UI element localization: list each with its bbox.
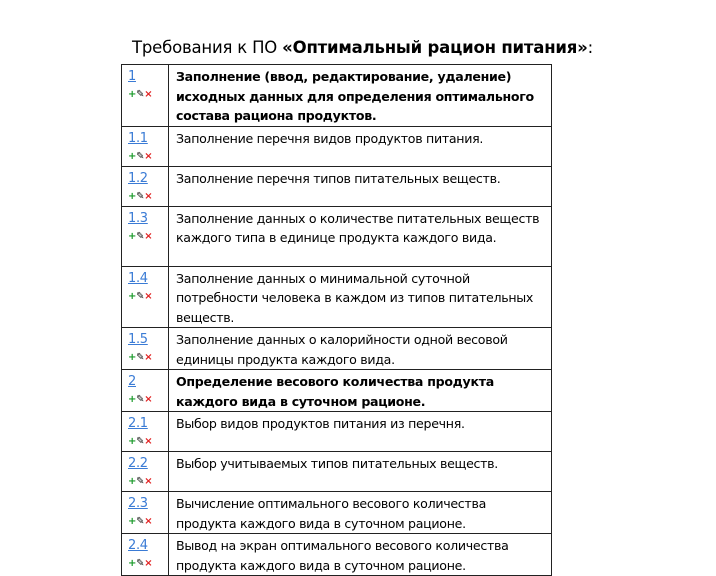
add-icon[interactable]: + bbox=[128, 230, 137, 242]
add-icon[interactable]: + bbox=[128, 190, 137, 202]
requirement-number-cell bbox=[122, 328, 169, 370]
edit-icon[interactable]: ✎ bbox=[136, 190, 145, 202]
requirement-number-link[interactable]: 1.4 bbox=[128, 270, 148, 286]
requirement-text: Выбор видов продуктов питания из перечня. bbox=[169, 412, 552, 452]
row-actions bbox=[128, 228, 162, 246]
requirement-text: Заполнение перечня типов питательных веществ. bbox=[169, 166, 552, 206]
title-prefix: Требования к ПО bbox=[132, 38, 283, 57]
requirement-number-link[interactable]: 1.3 bbox=[128, 210, 148, 226]
row-actions bbox=[128, 349, 162, 367]
row-actions bbox=[128, 473, 162, 491]
delete-icon[interactable]: × bbox=[144, 190, 153, 202]
delete-icon[interactable]: × bbox=[144, 230, 153, 242]
requirement-number-link[interactable]: 2 bbox=[128, 374, 136, 389]
requirement-row bbox=[122, 328, 552, 370]
row-actions bbox=[128, 288, 162, 306]
requirement-number-cell bbox=[122, 412, 169, 452]
requirement-number-cell bbox=[122, 266, 169, 328]
requirement-text: Заполнение перечня видов продуктов питания. bbox=[169, 126, 552, 166]
requirement-number-cell bbox=[122, 534, 169, 576]
row-actions bbox=[128, 391, 162, 409]
requirement-row bbox=[122, 412, 552, 452]
edit-icon[interactable]: ✎ bbox=[136, 230, 145, 242]
requirement-text: Вычисление оптимального весового количества продукта каждого вида в суточном рационе. bbox=[169, 492, 552, 534]
title-name: «Оптимальный рацион питания» bbox=[282, 38, 588, 57]
requirement-number-link[interactable]: 1.2 bbox=[128, 170, 148, 186]
add-icon[interactable]: + bbox=[128, 516, 137, 527]
requirement-row bbox=[122, 370, 552, 412]
edit-icon[interactable]: ✎ bbox=[136, 436, 145, 447]
add-icon[interactable]: + bbox=[128, 476, 137, 487]
requirement-row bbox=[122, 452, 552, 492]
requirement-number-link[interactable]: 2.3 bbox=[128, 496, 148, 511]
requirements-table bbox=[121, 64, 552, 576]
add-icon[interactable]: + bbox=[128, 89, 137, 100]
delete-icon[interactable]: × bbox=[144, 352, 153, 363]
edit-icon[interactable]: ✎ bbox=[136, 558, 145, 569]
delete-icon[interactable]: × bbox=[144, 290, 153, 302]
requirement-row bbox=[122, 206, 552, 266]
add-icon[interactable]: + bbox=[128, 558, 137, 569]
requirement-text: Определение весового количества продукта каждого вида в суточном рационе. bbox=[169, 370, 552, 412]
requirement-number-link[interactable]: 2.2 bbox=[128, 456, 148, 471]
add-icon[interactable]: + bbox=[128, 150, 137, 162]
requirement-row bbox=[122, 534, 552, 576]
add-icon[interactable]: + bbox=[128, 352, 137, 363]
requirement-text: Выбор учитываемых типов питательных веществ. bbox=[169, 452, 552, 492]
requirement-number-link[interactable]: 1.1 bbox=[128, 130, 148, 146]
requirement-number-link[interactable]: 2.1 bbox=[128, 416, 148, 431]
delete-icon[interactable]: × bbox=[144, 516, 153, 527]
requirement-number-link[interactable]: 2.4 bbox=[128, 538, 148, 553]
add-icon[interactable]: + bbox=[128, 394, 137, 405]
requirement-number-cell bbox=[122, 206, 169, 266]
row-actions bbox=[128, 188, 162, 206]
requirement-number-cell bbox=[122, 492, 169, 534]
edit-icon[interactable]: ✎ bbox=[136, 516, 145, 527]
edit-icon[interactable]: ✎ bbox=[136, 150, 145, 162]
requirement-text: Заполнение данных о количестве питательных веществ каждого типа в единице продукта каждого вида. bbox=[169, 206, 552, 266]
requirement-text: Заполнение (ввод, редактирование, удаление) исходных данных для определения оптимального состава рациона продуктов. bbox=[169, 65, 552, 127]
requirement-row bbox=[122, 126, 552, 166]
requirement-number-link[interactable]: 1.5 bbox=[128, 332, 148, 347]
edit-icon[interactable]: ✎ bbox=[136, 394, 145, 405]
document-title bbox=[132, 38, 593, 57]
requirement-text: Заполнение данных о минимальной суточной потребности человека в каждом из типов питательных веществ. bbox=[169, 266, 552, 328]
delete-icon[interactable]: × bbox=[144, 150, 153, 162]
delete-icon[interactable]: × bbox=[144, 89, 153, 100]
requirement-row bbox=[122, 266, 552, 328]
title-suffix: : bbox=[587, 38, 593, 57]
row-actions bbox=[128, 513, 162, 531]
row-actions bbox=[128, 86, 162, 104]
requirement-number-cell bbox=[122, 452, 169, 492]
delete-icon[interactable]: × bbox=[144, 558, 153, 569]
delete-icon[interactable]: × bbox=[144, 436, 153, 447]
add-icon[interactable]: + bbox=[128, 436, 137, 447]
add-icon[interactable]: + bbox=[128, 290, 137, 302]
requirement-number-cell bbox=[122, 126, 169, 166]
edit-icon[interactable]: ✎ bbox=[136, 476, 145, 487]
requirement-number-cell bbox=[122, 65, 169, 127]
requirement-number-cell bbox=[122, 166, 169, 206]
edit-icon[interactable]: ✎ bbox=[136, 290, 145, 302]
requirement-text: Вывод на экран оптимального весового количества продукта каждого вида в суточном рационе. bbox=[169, 534, 552, 576]
edit-icon[interactable]: ✎ bbox=[136, 352, 145, 363]
edit-icon[interactable]: ✎ bbox=[136, 89, 145, 100]
requirement-row bbox=[122, 166, 552, 206]
row-actions bbox=[128, 433, 162, 451]
delete-icon[interactable]: × bbox=[144, 476, 153, 487]
requirement-number-cell bbox=[122, 370, 169, 412]
requirement-row bbox=[122, 65, 552, 127]
delete-icon[interactable]: × bbox=[144, 394, 153, 405]
row-actions bbox=[128, 555, 162, 573]
row-actions bbox=[128, 148, 162, 166]
requirement-text: Заполнение данных о калорийности одной весовой единицы продукта каждого вида. bbox=[169, 328, 552, 370]
requirement-number-link[interactable]: 1 bbox=[128, 69, 136, 84]
requirement-row bbox=[122, 492, 552, 534]
